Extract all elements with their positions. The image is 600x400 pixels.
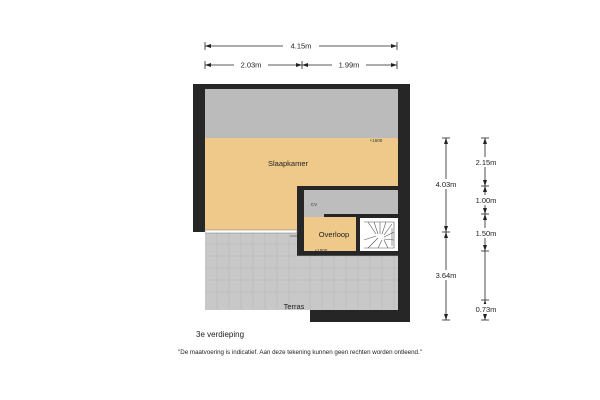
room-label-cv: CV [310, 202, 318, 207]
building [193, 84, 410, 322]
height-mark-landing: +1500 [314, 248, 328, 253]
terrace-window [205, 230, 297, 233]
dim-top-right: 1.99m [338, 60, 360, 70]
dim-top-total: 4.15m [290, 41, 312, 51]
bottom-cutout [193, 310, 310, 322]
disclaimer-text: "De maatvoering is indicatief. Aan deze tekening kunnen geen rechten worden ontleend." [178, 349, 422, 356]
height-mark-bedroom: +1500 [369, 138, 383, 143]
dim-right-a: 4.03m [435, 180, 457, 189]
bottom-wall [310, 310, 410, 322]
top-dimensions [205, 40, 397, 70]
room-label-terrace: Terras [283, 302, 305, 311]
dim-right-f: 0.73m [475, 305, 497, 314]
dim-right-d: 1.00m [475, 196, 497, 205]
landing-wall-right [356, 214, 360, 251]
dim-right-c: 2.15m [475, 158, 497, 167]
bedroom-floor-lower [205, 190, 297, 232]
floor-name: 3e verdieping [196, 330, 245, 339]
left-cutout [193, 232, 205, 310]
partition-wall-top [297, 186, 398, 190]
dim-top-left: 2.03m [240, 60, 262, 70]
partition-wall-vertical [297, 186, 304, 248]
dim-right-e: 1.50m [475, 229, 497, 238]
room-label-landing: Overloop [318, 230, 350, 239]
roof-area [205, 89, 398, 138]
dim-right-b: 3.64m [435, 271, 457, 280]
landing-wall-top [324, 214, 344, 217]
cv-cupboard [304, 207, 324, 217]
room-label-bedroom: Slaapkamer [267, 159, 309, 168]
